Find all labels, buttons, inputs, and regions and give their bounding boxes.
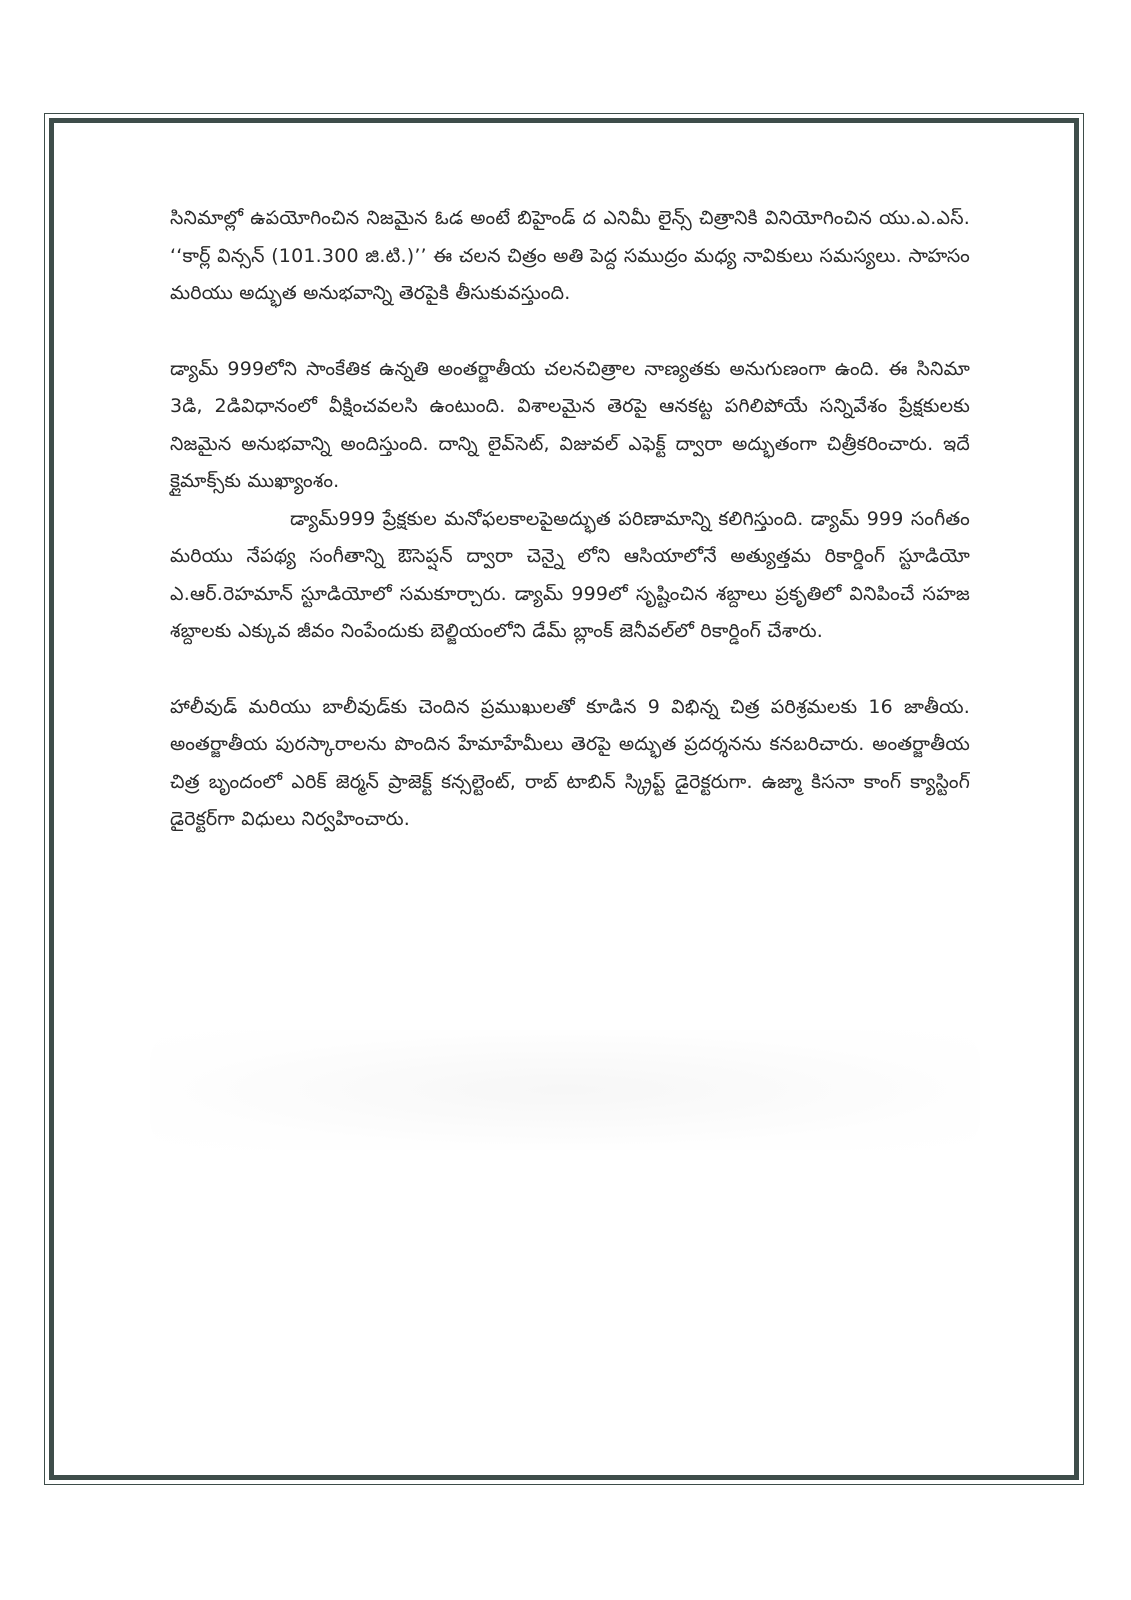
paragraph-technology: డ్యామ్ 999లోని సాంకేతిక ఉన్నతి అంతర్జాతీయ చలనచిత్రాల నాణ్యతకు అనుగుణంగా ఉంది. ఈ సినిమా 3డి, 2డివిధానంలో వీక్షించవలసి ఉంటుంది. విశాలమైన తెరపై ఆనకట్ట పగిలిపోయే సన్నివేశం ప్రేక్షకులకు నిజమైన అనుభవాన్ని అందిస్తుంది. దాన్ని లైవ్‌సెట్, విజువల్ ఎఫెక్ట్ ద్వారా అద్భుతంగా చిత్రీకరించారు. ఇదే క్లైమాక్స్‌కు ముఖ్యాంశం. [170, 357, 970, 492]
paragraph-music: డ్యామ్999 ప్రేక్షకుల మనోఫలకాలపైఅద్భుత పరిణామాన్ని కలిగిస్తుంది. డ్యామ్ 999 సంగీతం మరియు నేపథ్య సంగీతాన్ని ఔసెప్షన్ ద్వారా చెన్నై లోని ఆసియాలోనే అత్యుత్తమ రికార్డింగ్ స్టూడియో ఎ.ఆర్.రెహమాన్ స్టూడియోలో సమకూర్చారు. డ్యామ్ 999లో సృష్టించిన శబ్దాలు ప్రకృతిలో వినిపించే సహజ శబ్దాలకు ఎక్కువ జీవం నింపేందుకు బెల్జియంలోని డేమ్ బ్లాంక్ జెనీవల్‌లో రికార్డింగ్ చేశారు. [170, 507, 970, 642]
paragraph-crew: హాలీవుడ్ మరియు బాలీవుడ్‌కు చెందిన ప్రముఖులతో కూడిన 9 విభిన్న చిత్ర పరిశ్రమలకు 16 జాతీయ. అంతర్జాతీయ పురస్కారాలను పొందిన హేమాహేమీలు తెరపై అద్భుత ప్రదర్శనను కనబరిచారు. అంతర్జాతీయ చిత్ర బృందంలో ఎరిక్ జెర్మన్ ప్రాజెక్ట్ కన్సల్టెంట్, రాబ్ టాబిన్ స్క్రిప్ట్ డైరెక్టరుగా. ఉజ్మా కిసనా కాంగ్ క్యాస్టింగ్ డైరెక్టర్‌గా విధులు నిర్వహించారు. [170, 695, 970, 830]
paragraph-ship: సినిమాల్లో ఉపయోగించిన నిజమైన ఓడ అంటే బిహైండ్ ద ఎనిమీ లైన్స్ చిత్రానికి వినియోగించిన యు.ఎ.ఎస్. ‘‘కార్ల్ విన్సన్ (101.300 జి.టి.)’’ ఈ చలన చిత్రం అతి పెద్ద సముద్రం మధ్య నావికులు సమస్యలు. సాహసం మరియు అద్భుత అనుభవాన్ని తెరపైకి తీసుకువస్తుంది. [170, 207, 970, 304]
document-body [170, 200, 970, 839]
scan-smudge [150, 1030, 980, 1150]
